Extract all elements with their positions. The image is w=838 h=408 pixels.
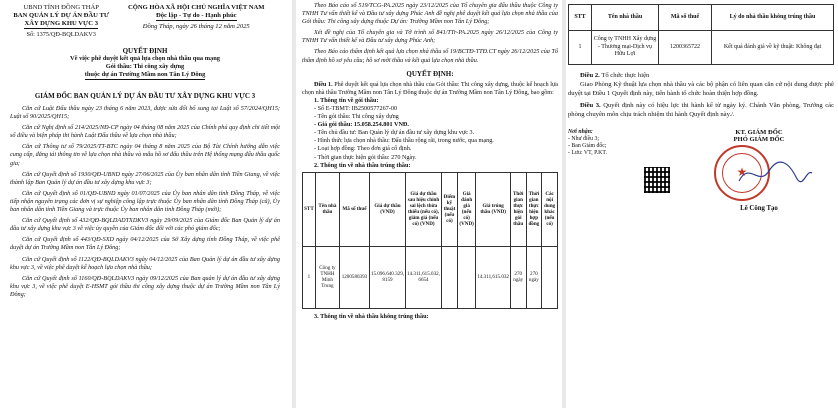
table-header-cell: Lý do nhà thầu không trúng thầu (712, 5, 834, 31)
legal-basis-paragraph: Căn cứ Quyết định số 1160/QĐ-BQLDAKV3 ngày 09/12/2025 của Ban quản lý dự án đầu tư xây dựng khu vực 3, về việc phê duyệt E-HSMT gói thầu thi công xây dựng thuộc dự án Trường Mầm non Tân Lý Đông; (10, 274, 280, 298)
table-row (569, 31, 834, 65)
document-number: Số: 1375/QĐ-BQLDAKV3 (26, 31, 96, 38)
table-cell: 1 (569, 31, 592, 65)
table-header-cell: Giá trúng thầu (VND) (476, 172, 511, 246)
official-seal: ★ (714, 145, 770, 201)
authority-title: GIÁM ĐỐC BAN QUẢN LÝ DỰ ÁN ĐẦU TƯ XÂY DỰNG KHU VỰC 3 (34, 92, 256, 100)
national-heading: CỘNG HÒA XÃ HỘI CHỦ NGHĨA VIỆT NAM Độc lập - Tự do - Hạnh phúc Đồng Tháp, ngày 26 tháng 12 năm 2025 (112, 4, 280, 39)
table-header-cell: Tên nhà thầu (592, 5, 659, 31)
loser-heading: 3. Thông tin về nhà thầu không trúng thầu: (314, 312, 429, 320)
decision-heading: QUYẾT ĐỊNH: (406, 69, 454, 78)
article-1: Điều 1. Phê duyệt kết quả lựa chọn nhà thầu của Gói thầu: Thi công xây dựng, thuộc kế hoạch lựa chọn nhà thầu Trường Mầm non Tân Lý Đông thuộc dự án Trường Mầm non Tân Lý Đông, bao gồm: (302, 80, 559, 96)
table-header-cell: Giá dự thầu sau hiệu chỉnh sai lệch thừa thiếu (nếu có), giảm giá (nếu có) (VND) (406, 172, 442, 246)
document-date: Đồng Tháp, ngày 26 tháng 12 năm 2025 (142, 23, 250, 30)
table-header-cell: Các nội dung khác (nếu có) (542, 172, 558, 246)
legal-basis-paragraph: Căn cứ Thông tư số 79/2025/TT-BTC ngày 04 tháng 8 năm 2025 của Bộ Tài Chính hướng dẫn việc cung cấp, đăng tải thông tin về lựa chọn nhà thầu và mẫu hồ sơ đấu thầu trên Hệ thống mạng đấu thầu quốc gia; (10, 143, 280, 167)
report-paragraph: Theo Báo cáo số 519/TCG-PA.2025 ngày 23/12/2025 của Tổ chuyên gia đấu thầu thuộc Công ty TNHH Tư vấn thiết kế và Đầu tư xây dựng Phúc Anh đề nghị phê duyệt kết quả lựa chọn nhà thầu của Gói thầu: Thi công xây dựng thuộc Dự án: Trường Mầm non Tân Lý Đông; (302, 2, 558, 26)
table-header-cell: STT (303, 172, 316, 246)
table-cell (542, 246, 558, 308)
package-info-item: - Giá gói thầu: 15.058.254.801 VNĐ. (314, 121, 409, 129)
report-paragraph: Theo Báo cáo thẩm định kết quả lựa chọn nhà thầu số 19/BCTĐ-TTĐ.CT ngày 26/12/2025 của Tổ thẩm định hồ sơ yêu cầu; hồ sơ mời thầu và kết quả lựa chọn nhà thầu. (302, 48, 558, 64)
legal-basis-paragraph: Căn cứ Quyết định số 1930/QĐ-UBND ngày 27/06/2025 của Ủy ban nhân dân tỉnh Tiền Giang, về việc thành lập Ban Quản lý dự án đầu tư xây dựng khu vực 3; (10, 170, 280, 186)
package-info-item: - Thời gian thực hiện gói thầu: 270 Ngày. (314, 153, 417, 161)
legal-basis-paragraph: Căn cứ Quyết định số 443/QĐ-SXD ngày 04/12/2025 của Sở Xây dựng tỉnh Đồng Tháp, về việc phê duyệt dự án Trường Mầm non Tân Lý Đông; (10, 236, 280, 252)
table-cell: 1200365722 (659, 31, 712, 65)
document-type: QUYẾT ĐỊNH (122, 47, 168, 55)
legal-basis-paragraph: Căn cứ Nghị định số 214/2025/NĐ-CP ngày 04 tháng 08 năm 2025 của Chính phủ quy định chi tiết một số điều và biện pháp thi hành Luật Đấu thầu về lựa chọn nhà thầu; (10, 124, 280, 140)
page-3 (566, 0, 838, 408)
subject-project: thuộc dự án Trường Mầm non Tân Lý Đông (84, 71, 206, 78)
legal-basis-list (10, 105, 280, 299)
recipients: Nơi nhận: - Như điều 3; - Ban Giám đốc; - Lưu: VT, P.KT. (568, 129, 658, 212)
table-cell: 1 (303, 246, 316, 308)
table-cell (457, 246, 475, 308)
table-header-cell: Giá đánh giá (nếu có) (VND) (457, 172, 475, 246)
table-cell: 14.311,615.032, 6654 (406, 246, 442, 308)
sign-line-2: PHÓ GIÁM ĐỐC (733, 136, 785, 143)
loser-table-header (569, 5, 834, 31)
sign-line-1: KT. GIÁM ĐỐC (735, 129, 783, 136)
package-info-item: - Loại hợp đồng: Theo đơn giá cố định. (314, 145, 412, 153)
table-header-cell: Giá dự thầu (VND) (369, 172, 405, 246)
signer-area (684, 129, 834, 212)
table-header-cell: Tên nhà thầu (315, 172, 339, 246)
article-2-title: Điều 2. Tổ chức thực hiện (580, 72, 650, 79)
signer-name: Lê Công Tạo (740, 205, 778, 212)
package-info-item: - Tên gói thầu: Thi công xây dựng (314, 113, 399, 121)
legal-basis-paragraph: Căn cứ Quyết định số 432/QĐ-BQLDADTXDKV3 ngày 29/09/2025 của Giám đốc Ban Quản lý dự án đầu tư xây dựng khu vực 3 về việc ủy quyền của Giám đốc đối với các phó giám đốc; (10, 217, 280, 233)
table-cell: Công ty TNHH Minh Trung (315, 246, 339, 308)
loser-table (568, 4, 834, 65)
table-header-cell: Mã số thuế (339, 172, 369, 246)
recipient-item: - Lưu: VT, P.KT. (568, 150, 607, 156)
table-header-cell: Điểm kỹ thuật (nếu có) (441, 172, 457, 246)
table-header-cell: Thời gian thực hiện hợp đồng (526, 172, 542, 246)
legal-basis-paragraph: Căn cứ Quyết định số 1122/QĐ-BQLDAKV3 ngày 04/12/2025 của Ban Quản lý dự án đầu tư xây dựng khu vực 3, về việc phê duyệt kế hoạch lựa chọn nhà thầu; (10, 255, 280, 271)
package-info-item: - Hình thức lựa chọn nhà thầu: Đấu thầu rộng rãi, trong nước, qua mạng. (314, 137, 494, 145)
subject-line: Về việc phê duyệt kết quả lựa chọn nhà thầu qua mạng (70, 55, 220, 62)
table-header-cell: Mã số thuế (659, 5, 712, 31)
legal-basis-paragraph: Căn cứ Quyết định số 01/QĐ-UBND ngày 01/07/2025 của Ủy ban nhân dân tỉnh Đồng Tháp, về việc tiếp nhận nguyên trạng các đơn vị sự nghiệp công lập trực thuộc Ủy ban nhân dân tỉnh Đồng Tháp (cũ), Ủy ban nhân dân tỉnh Tiền Giang và trực thuộc Ủy ban nhân dân tỉnh Đồng Tháp (mới); (10, 189, 280, 214)
table-cell: 270 ngày (526, 246, 542, 308)
article-3: Điều 3. Quyết định này có hiệu lực thi hành kể từ ngày ký. Chánh Văn phòng, Trưởng các phòng chuyên môn chịu trách nhiệm thi hành Quyết định này./. (568, 102, 834, 118)
page-2 (296, 0, 562, 408)
table-cell: 14.311,615.032 (476, 246, 511, 308)
winner-heading: 2. Thông tin về nhà thầu trúng thầu: (314, 161, 411, 169)
table-cell: 15.096.640.329, 8159 (369, 246, 405, 308)
package-info-heading: 1. Thông tin về gói thầu: (314, 96, 379, 104)
report-paragraph: Xét đề nghị của Tổ chuyên gia và Tờ trình số 841/TTr-PA.2025 ngày 26/12/2025 của Công ty TNHH Tư vấn thiết kế và Đầu tư xây dựng Phúc Anh; (302, 29, 558, 45)
table-cell: Công ty TNHH Xây dựng - Thương mại-Dịch vụ Hữu Lợi (592, 31, 659, 65)
package-info-item: - Tên chủ đầu tư: Ban Quản lý dự án đầu tư xây dựng khu vực 3. (314, 129, 475, 137)
table-cell: 270 ngày (510, 246, 526, 308)
package-info-list (302, 105, 558, 162)
winner-table (302, 172, 558, 309)
table-cell (441, 246, 457, 308)
article-2-body: Giao Phòng Kỹ thuật lựa chọn nhà thầu và các bộ phận có liên quan căn cứ nội dung được phê duyệt tại Điều 1 Quyết định này, tiến hành tổ chức hoàn thiện hợp đồng. (568, 81, 834, 97)
recipient-item: - Ban Giám đốc; (568, 143, 607, 149)
document-header (10, 4, 280, 39)
subject-package: Gói thầu: Thi công xây dựng (105, 63, 185, 70)
winner-table-header (303, 172, 558, 246)
table-row (303, 246, 558, 308)
issuing-agency: UBND TỈNH ĐỒNG THÁP BAN QUẢN LÝ DỰ ÁN ĐẦU TƯ XÂY DỰNG KHU VỰC 3 Số: 1375/QĐ-BQLDAKV3 (10, 4, 112, 39)
qr-code (644, 167, 670, 193)
recipient-item: - Như điều 3; (568, 136, 599, 142)
table-cell: 1200580393 (339, 246, 369, 308)
table-header-cell: Thời gian thực hiện gói thầu (510, 172, 526, 246)
page-1 (0, 0, 292, 408)
legal-basis-paragraph: Căn cứ Luật Đấu thầu ngày 23 tháng 6 năm 2023, được sửa đổi bổ sung tại Luật số 57/2024/QH15; Luật số 90/2025/QH15; (10, 105, 280, 121)
table-header-cell: STT (569, 5, 592, 31)
signature-block (568, 129, 834, 212)
signature-scribble (734, 159, 814, 189)
table-cell: Kết quả đánh giá về kỹ thuật: Không đạt (712, 31, 834, 65)
package-info-item: - Số E-TBMT: IB2500577267-00 (314, 104, 398, 112)
